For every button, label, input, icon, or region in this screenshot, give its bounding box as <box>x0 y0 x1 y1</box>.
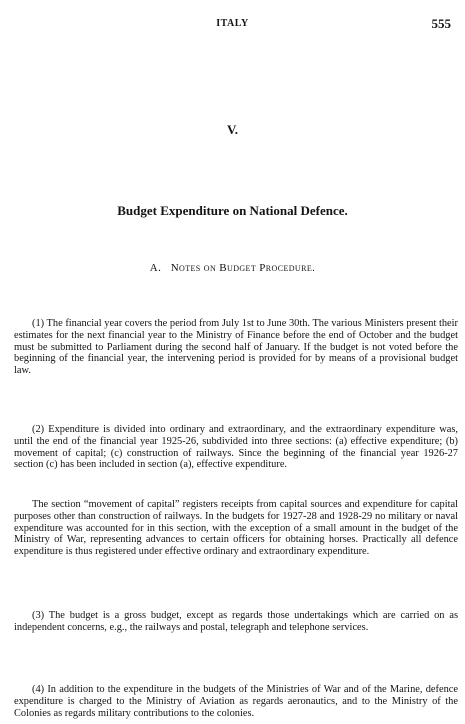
section-numeral: V. <box>227 122 238 137</box>
subheading-letter: A. <box>149 262 162 274</box>
paragraph-gross-budget: (3) The budget is a gross budget, except as regards those undertakings which are carried on as independent concerns, e.g., the railways and postal, telegraph and telephone services. <box>14 610 458 633</box>
paragraph-financial-year: (1) The financial year covers the period from July 1st to June 30th. The various Ministers present their estimates for the next financial year to the Ministry of Finance before the end of October and the budget must be submitted to Parliament during the second half of January. If the budget is not voted before the beginning of the financial year, the intervening period is provided for by means of a provisional budget law. <box>14 318 458 377</box>
paragraph-movement-of-capital: The section “movement of capital” registers receipts from capital sources and expenditure for capital purposes other than construction of railways. In the budgets for 1927-28 and 1928-29 no military or naval expenditure was accounted for in this section, with the exception of a small amount in the budget of the Ministry of War, representing advances to certain officers for obtaining horses. Practically all defence expenditure is thus registered under effective ordinary and extraordinary expenditure. <box>14 499 458 558</box>
subheading-text: Notes on Budget Procedure. <box>170 262 316 274</box>
running-title: ITALY <box>216 18 249 29</box>
paragraph-other-ministries: (4) In addition to the expenditure in the budgets of the Ministries of War and of the Marine, defence expenditure is charged to the Ministry of Aviation as regards aeronautics, and to the Ministry of the Colonies as regards military contributions to the colonies. <box>14 684 458 719</box>
page-header <box>0 18 465 34</box>
paragraph-expenditure-division: (2) Expenditure is divided into ordinary and extraordinary, and the extraordinary expenditure was, until the end of the financial year 1925-26, subdivided into three sections: (a) effective expenditure; (b) movement of capital; (c) construction of railways. Since the beginning of the financial year 1926-27 section (c) has been included in section (a), effective expenditure. <box>14 424 458 471</box>
page-number: 555 <box>431 16 451 31</box>
subheading <box>0 262 465 274</box>
section-title: Budget Expenditure on National Defence. <box>117 203 348 218</box>
